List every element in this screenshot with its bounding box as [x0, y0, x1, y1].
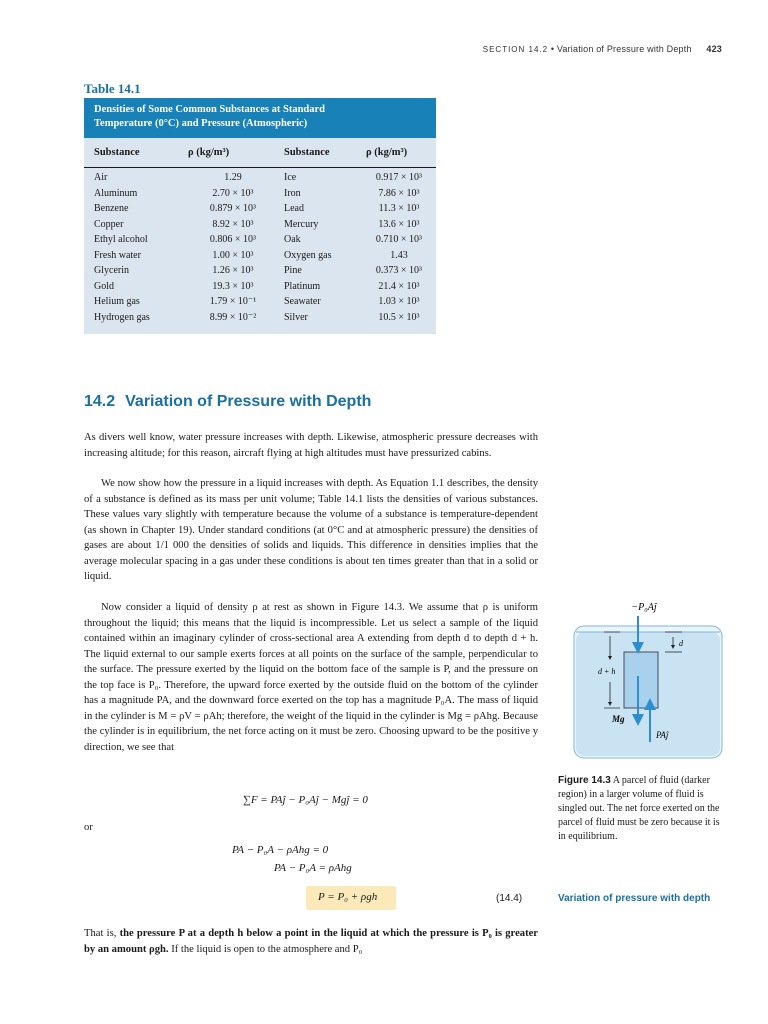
- cell-substance: Air: [94, 172, 108, 183]
- cell-substance: Pine: [284, 265, 302, 276]
- key-equation: P = P₀ + ρgh: [318, 891, 378, 903]
- fluid-parcel: [624, 652, 658, 708]
- figure-caption-label: Figure 14.3: [558, 775, 611, 786]
- cell-substance: Oxygen gas: [284, 249, 332, 261]
- figure-caption: [558, 774, 728, 844]
- cell-density: 0.373 × 10³: [375, 265, 423, 276]
- page-number: 423: [706, 44, 722, 54]
- cell-substance: Iron: [284, 187, 301, 199]
- cell-density: 8.99 × 10⁻²: [209, 311, 257, 323]
- cell-substance: Aluminum: [94, 187, 138, 199]
- table-row: [84, 232, 436, 248]
- cell-substance: Fresh water: [94, 249, 141, 261]
- cell-density: 2.70 × 10³: [212, 187, 254, 199]
- label-weight: Mg: [612, 714, 625, 724]
- equation-connector: or: [84, 822, 93, 833]
- equation-rearranged: PA − P₀A = ρAhg: [274, 862, 352, 874]
- section-heading: [84, 393, 371, 411]
- label-depth-d: d: [679, 639, 683, 648]
- cell-substance: Lead: [284, 203, 304, 214]
- cell-density: 1.79 × 10⁻¹: [209, 296, 257, 307]
- cell-substance: Silver: [284, 311, 308, 323]
- header-title: Variation of Pressure with Depth: [556, 44, 692, 54]
- table-row: [84, 186, 436, 202]
- cell-substance: Mercury: [284, 218, 319, 230]
- cell-density: 19.3 × 10³: [212, 280, 254, 292]
- table-title-line2: Temperature (0°C) and Pressure (Atmospheric): [94, 118, 308, 129]
- cell-density: 1.29: [224, 172, 242, 183]
- label-bottom-force: PAĵ: [656, 730, 669, 740]
- cell-density: 10.5 × 10³: [378, 311, 420, 323]
- label-depth-dh: d + h: [598, 667, 616, 676]
- figure-caption-text: A parcel of fluid (darker region) in a larger volume of fluid is singled out. The net force exerted on the parcel of fluid must be zero because it is in equilibrium.: [558, 775, 720, 842]
- cell-density: 7.86 × 10³: [378, 187, 420, 199]
- section-title: Variation of Pressure with Depth: [125, 393, 372, 410]
- cell-density: 0.879 × 10³: [209, 203, 257, 214]
- running-header: [483, 44, 722, 54]
- table-row: [84, 248, 436, 264]
- table-row: [84, 170, 436, 186]
- cell-density: 13.6 × 10³: [378, 218, 420, 230]
- equation-number: (14.4): [496, 893, 523, 904]
- paragraph-3: Now consider a liquid of density ρ at rest as shown in Figure 14.3. We assume that ρ is uniform throughout the liquid; this means that the liquid is incompressible. Let us select a sample of the liquid contained within an imaginary cylinder of cross-sectional area A extending from depth d to depth d + h. The liquid external to our sample exerts forces at all points on the surface of the sample, perpendicular to the surface. The pressure exerted by the liquid on the bottom face of the sample is P, and the pressure on the top face is P₀. Therefore, the upward force exerted by the outside fluid on the bottom of the cylinder has a magnitude PA, and the downward force exerted on the top has a magnitude P₀A. The mass of liquid in the cylinder is M = ρV = ρAh; therefore, the weight of the liquid in the cylinder is Mg = ρAhg. Because the cylinder is in equilibrium, the net force acting on it must be zero. Choosing upward to be the positive y direction, we see that: [84, 602, 538, 753]
- paragraph-4: [84, 926, 538, 957]
- paragraph-4-bold: the pressure P at a depth h below a point in the liquid at which the pressure is P₀ is greater by an amount ρgh.: [84, 928, 538, 955]
- section-number: 14.2: [84, 393, 116, 410]
- paragraph-1: As divers well know, water pressure increases with depth. Likewise, atmospheric pressure decreases with increasing altitude; for this reason, aircraft flying at high altitudes must have pressurized cabins.: [84, 432, 538, 459]
- cell-substance: Oak: [284, 234, 301, 245]
- header-bullet: •: [550, 44, 555, 54]
- column-header-substance-2: Substance: [284, 147, 330, 158]
- table-row: [84, 217, 436, 233]
- cell-density: 1.00 × 10³: [212, 249, 254, 261]
- table-title-line1: Densities of Some Common Substances at Standard: [94, 104, 326, 115]
- cell-substance: Glycerin: [94, 265, 129, 276]
- cell-substance: Helium gas: [94, 296, 140, 307]
- cell-substance: Platinum: [284, 280, 321, 292]
- cell-substance: Seawater: [284, 296, 321, 307]
- paragraph-2: We now show how the pressure in a liquid increases with depth. As Equation 1.1 describes, the density of a substance is defined as its mass per unit volume; Table 14.1 lists the densities of various substances. These values vary slightly with temperature because the volume of a substance is temperature-dependent (as shown in Chapter 19). Under standard conditions (at 0°C and at atmospheric pressure) the densities of gases are about 1/1 000 the densities of solids and liquids. This difference in densities implies that the average molecular spacing in a gas under these conditions is about ten times greater than that in a solid or liquid.: [84, 478, 538, 582]
- column-header-substance-1: Substance: [94, 147, 140, 158]
- cell-density: 8.92 × 10³: [212, 218, 254, 230]
- cell-density: 0.710 × 10³: [375, 234, 423, 245]
- table-row: [84, 201, 436, 217]
- cell-density: 11.3 × 10³: [378, 203, 420, 214]
- header-section: SECTION 14.2: [482, 45, 549, 54]
- paragraph-4-start: That is,: [84, 928, 120, 939]
- equation-net-force: ∑F = PAĵ − P₀Aĵ − Mgĵ = 0: [243, 794, 368, 806]
- table-row: [84, 263, 436, 279]
- cell-substance: Benzene: [94, 203, 129, 214]
- cell-substance: Copper: [94, 218, 124, 230]
- table-row: [84, 310, 436, 326]
- cell-density: 21.4 × 10³: [378, 280, 420, 292]
- cell-density: 1.03 × 10³: [378, 296, 420, 307]
- figure-pressure-parcel: [562, 596, 732, 768]
- table-body: [84, 170, 436, 325]
- cell-density: 0.806 × 10³: [209, 234, 257, 245]
- cell-substance: Ethyl alcohol: [94, 234, 148, 245]
- table-caption: Table 14.1: [84, 81, 141, 96]
- cell-substance: Gold: [94, 280, 114, 292]
- label-top-force: −P₀Aĵ: [631, 602, 657, 613]
- table-row: [84, 294, 436, 310]
- cell-density: 0.917 × 10³: [375, 172, 423, 183]
- table-title: [84, 98, 436, 138]
- column-header-density-2: ρ (kg/m³): [366, 147, 408, 158]
- equation-balance: PA − P₀A − ρAhg = 0: [232, 844, 329, 856]
- paragraph-4-end: If the liquid is open to the atmosphere and P₀: [168, 943, 363, 955]
- cell-density: 1.43: [390, 249, 408, 261]
- table-row: [84, 279, 436, 295]
- margin-note: Variation of pressure with depth: [558, 893, 711, 904]
- cell-substance: Ice: [284, 172, 297, 183]
- column-header-density-1: ρ (kg/m³): [188, 147, 230, 158]
- cell-density: 1.26 × 10³: [212, 265, 254, 276]
- table-header-rule: [84, 167, 436, 168]
- cell-substance: Hydrogen gas: [94, 311, 150, 323]
